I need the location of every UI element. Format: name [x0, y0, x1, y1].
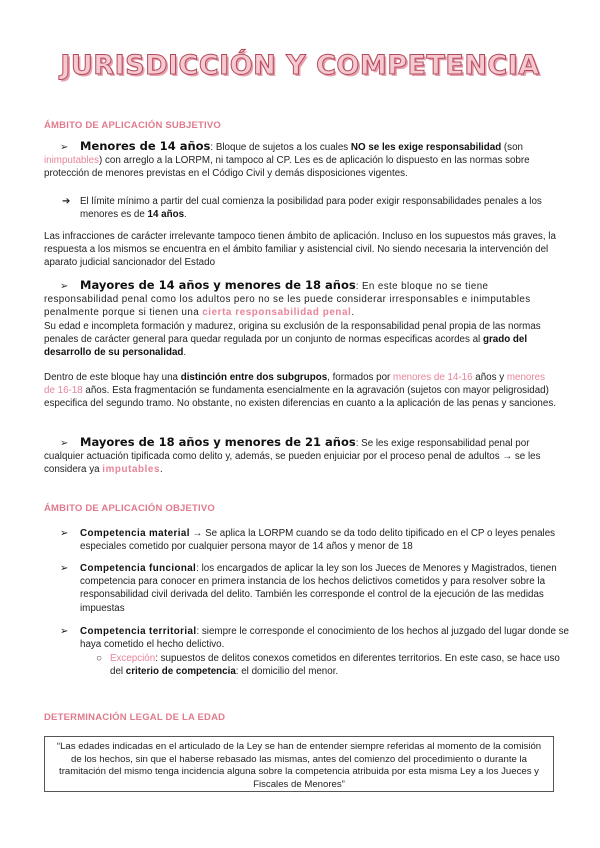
arrow-right-icon: ➔ — [62, 196, 71, 207]
paragraph-infracciones: Las infracciones de carácter irrelevante tampoco tienen ámbito de aplicación. Incluso en los supuestos más graves, la respuesta a los mismos se encuentra en el ámbito familiar y asistencial civil. No siendo necesaria la intervención del aparato judicial sancionador del Estado — [44, 231, 556, 269]
bullet-arrow-icon: ➢ — [60, 563, 69, 574]
section-heading-subjetivo: ÁMBITO DE APLICACIÓN SUBJETIVO — [44, 120, 222, 131]
bullet-arrow-icon: ➢ — [60, 281, 69, 292]
section-heading-edad: DETERMINACIÓN LEGAL DE LA EDAD — [44, 712, 226, 723]
bullet-arrow-icon: ➢ — [60, 528, 69, 539]
item-competencia-material: ➢ Competencia material → Se aplica la LORPM cuando se da todo delito tipificado en el CP o leyes penales especiales cometido por cualquier persona mayor de 14 años y menor de 18 — [60, 528, 556, 553]
paragraph-subgrupos: Dentro de este bloque hay una distinción entre dos subgrupos, formados por menores de 14-16 años y menores de 16-18 años. Esta fragmentación se fundamenta esencialmente en la agravación (sujetos con mayor peligrosidad) especifica del segundo tramo. No obstante, no existen diferencias en cuanto a la aplicación de las penas y sanciones. — [44, 372, 556, 410]
legal-quote-box: “Las edades indicadas en el articulado de la Ley se han de entender siempre referidas al momento de la comisión de los hechos, sin que el haberse rebasado las mismas, antes del comienzo del procedimiento o durante la tramitación del mismo tenga incidencia alguna sobre la competencia atribuida por esta misma Ley a los Jueces y Fiscales de Menores” — [44, 736, 554, 792]
circle-bullet-icon: ○ — [96, 653, 102, 664]
section-heading-objetivo: ÁMBITO DE APLICACIÓN OBJETIVO — [44, 503, 216, 514]
item-competencia-funcional: ➢ Competencia funcional: los encargados de aplicar la ley son los Jueces de Menores y Magistrados, tienen competencia para conocer en primera instancia de los hechos delictivos cometidos y para resolver sobre la responsabilidad civil derivada del delito. También les corresponde el control de la ejecución de las medidas impuestas — [60, 563, 557, 614]
paragraph-mayores-18: ➢ Mayores de 18 años y menores de 21 años: Se les exige responsabilidad penal por cualquier actuación tipificada como delito y, además, se pueden enjuiciar por el proceso penal de adultos → se les considera ya imputables. — [44, 435, 541, 476]
paragraph-menores-14: ➢ Menores de 14 años: Bloque de sujetos a los cuales NO se les exige responsabilidad (son inimputables) con arreglo a la LORPM, ni tampoco al CP. Les es de aplicación lo dispuesto en las normas sobre protección de menores previstas en el Código Civil y demás disposiciones vigentes. — [44, 139, 530, 180]
page-title: JURISDICCIÓN Y COMPETENCIA — [60, 50, 540, 81]
item-competencia-territorial: ➢ Competencia territorial: siempre le corresponde el conocimiento de los hechos al juzgado del lugar donde se haya cometido el hecho delictivo. — [60, 626, 569, 651]
bullet-arrow-icon: ➢ — [60, 626, 69, 637]
paragraph-mayores-14: ➢ Mayores de 14 años y menores de 18 años: En este bloque no se tiene responsabilidad penal como los adultos pero no se les puede considerar irresponsables e inimputables penalmente porque si tienen una cierta responsabilidad penal. Su edad e incompleta formación y madurez, origina su exclusión de la responsabilidad penal propia de las normas penales de carácter general para quedar regulada por un conjunto de normas especificas acordes al grado del desarrollo de su personalidad. — [44, 278, 541, 359]
bullet-arrow-icon: ➢ — [60, 142, 69, 153]
bullet-arrow-icon: ➢ — [60, 438, 69, 449]
item-excepcion: ○ Excepción: supuestos de delitos conexos cometidos en diferentes territorios. En este caso, se hace uso del criterio de competencia: el domicilio del menor. — [96, 653, 560, 678]
sub-paragraph-limite: ➔ El límite mínimo a partir del cual comienza la posibilidad para poder exigir responsabilidades penales a los menores es de 14 años. — [62, 196, 542, 221]
